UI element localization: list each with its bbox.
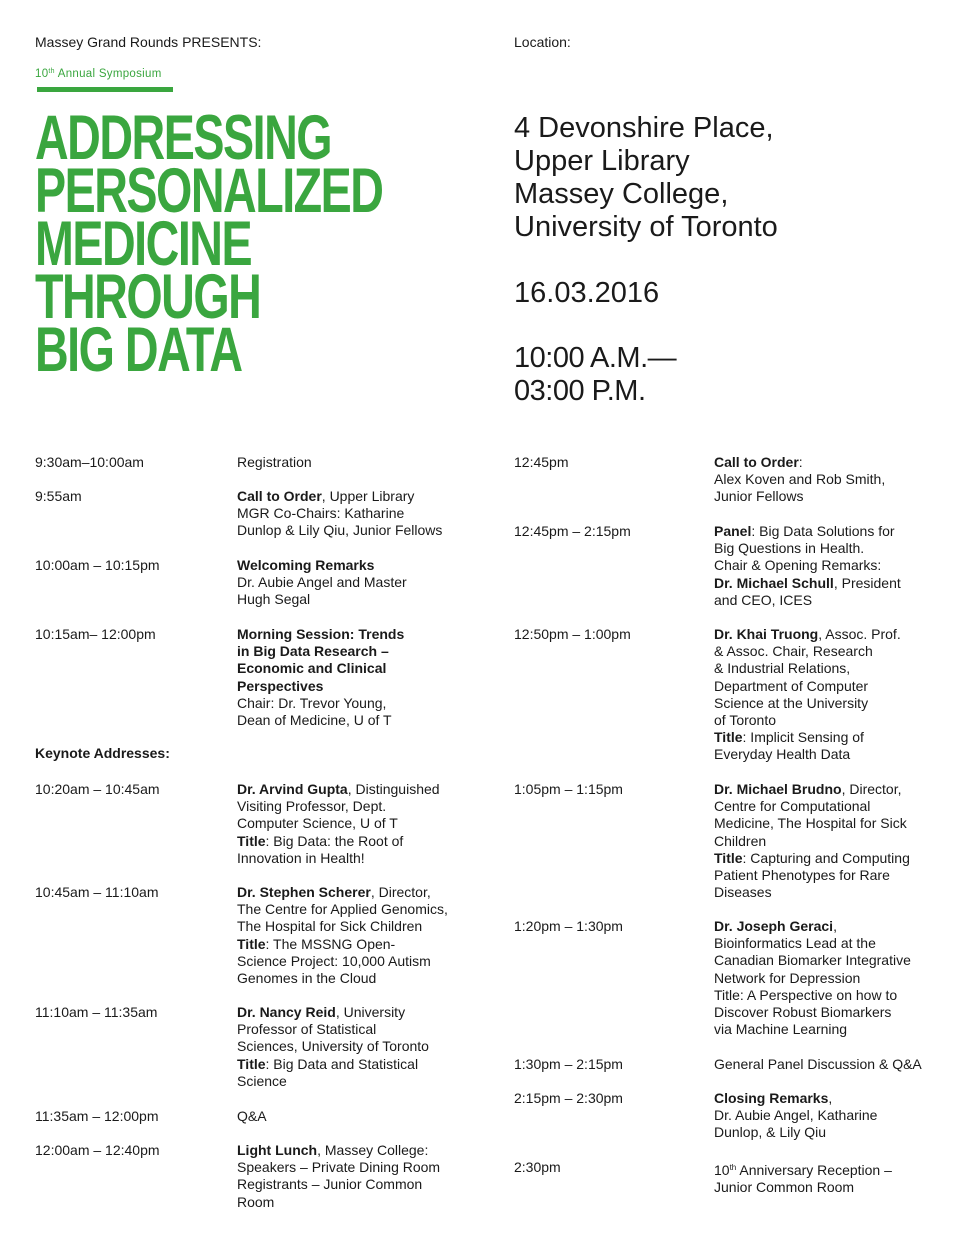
description-text: Computer Science, U of T [237,815,398,832]
schedule-description [237,488,462,540]
address-line: Massey College, [514,178,729,210]
description-line [237,953,462,970]
description-line [714,1056,939,1073]
schedule-description [237,1004,462,1090]
description-text: Dunlop & Lily Qiu, Junior Fellows [237,522,443,539]
address-line: University of Toronto [514,211,778,243]
description-line [237,591,462,608]
description-text: Sciences, University of Toronto [237,1038,429,1055]
description-line [237,918,462,935]
description-text: , Upper Library [321,488,415,504]
description-line [237,884,462,901]
description-line [714,729,939,746]
reception-suffix: th [729,1163,737,1172]
schedule-description [237,557,462,609]
accent-bar [37,87,173,92]
description-line [237,850,462,867]
address-line: Upper Library [514,145,690,177]
description-line [714,540,939,557]
description-line [237,815,462,832]
description-line [714,660,939,677]
description-text: Science Project: 10,000 Autism [237,952,431,969]
description-text: Registration [237,454,312,470]
description-line [237,488,462,505]
description-line [237,936,462,953]
event-title [35,103,383,385]
description-text: Dr. Aubie Angel and Master [237,574,407,591]
event-time [514,342,676,408]
description-line [237,1108,462,1125]
description-line [237,781,462,798]
description-line [714,1021,939,1038]
description-text: Patient Phenotypes for Rare [714,867,890,884]
description-text: , [833,918,837,934]
description-text: Dunlop, & Lily Qiu [714,1124,827,1141]
description-text: : [798,454,803,470]
description-line [714,575,939,592]
description-text: Discover Robust Biomarkers [714,1004,892,1021]
description-text: Hugh Segal [237,591,311,608]
schedule-time: 9:55am [35,488,82,504]
description-line [714,643,939,660]
description-line [237,1004,462,1021]
description-text: Dean of Medicine, U of T [237,712,392,729]
address-line: 4 Devonshire Place, [514,112,774,144]
description-text: Science [237,1072,287,1089]
description-line [237,574,462,591]
schedule-time: 10:00am – 10:15pm [35,557,160,573]
description-text: : The MSSNG Open- [265,935,396,952]
description-text: , Massey College: [317,1142,429,1158]
description-bold: Dr. Stephen Scherer [237,884,371,900]
description-line [237,1073,462,1090]
description-text: , Distinguished [347,781,440,797]
description-text: Alex Koven and Rob Smith, [714,471,886,488]
description-line [237,970,462,987]
description-bold: Dr. Khai Truong [714,626,819,642]
time-line: 03:00 P.M. [514,375,646,407]
description-line [237,712,462,729]
description-text: , [828,1090,833,1106]
description-text: : Big Data and Statistical [265,1055,419,1072]
schedule-description [714,1159,939,1196]
description-line [714,798,939,815]
description-text: , Director, [370,884,431,900]
schedule-description [714,1090,939,1142]
schedule-time: 11:35am – 12:00pm [35,1108,159,1124]
description-line [714,523,939,540]
description-text: Genomes in the Cloud [237,970,377,987]
description-text: Junior Common Room [714,1179,855,1196]
description-text: : Capturing and Computing [742,849,910,866]
description-bold: Title [237,935,266,952]
description-bold: Economic and Clinical [237,660,387,677]
description-text: MGR Co-Chairs: Katharine [237,505,405,522]
description-line [714,987,939,1004]
symposium-number: 10 [35,68,49,80]
description-line [714,488,939,505]
title-line: MEDICINE [35,209,252,279]
description-bold: Title [237,832,266,849]
description-line [714,952,939,969]
schedule-time: 1:05pm – 1:15pm [514,781,623,797]
description-line [714,815,939,832]
schedule-time: 1:30pm – 2:15pm [514,1056,623,1072]
description-text: & Assoc. Chair, Research [714,643,873,660]
description-text: : Big Data Solutions for [751,523,895,539]
keynote-heading: Keynote Addresses: [35,745,170,761]
description-line [237,833,462,850]
description-line [714,1179,939,1196]
description-text: Registrants – Junior Common [237,1176,423,1193]
description-text: The Centre for Applied Genomics, [237,901,448,918]
description-line [237,695,462,712]
description-line [714,678,939,695]
schedule-description [237,1108,462,1125]
description-text: Professor of Statistical [237,1021,377,1038]
description-bold: Call to Order [714,454,799,470]
description-text: Speakers – Private Dining Room [237,1159,441,1176]
title-line: BIG DATA [35,315,242,385]
description-line [237,1159,462,1176]
description-text: General Panel Discussion & Q&A [714,1056,922,1072]
description-line [237,522,462,539]
description-bold: in Big Data Research – [237,643,389,660]
event-date: 16.03.2016 [514,277,660,309]
description-line [714,918,939,935]
description-text: Chair & Opening Remarks: [714,557,882,574]
description-bold: Panel [714,523,752,539]
description-text: Junior Fellows [714,488,804,505]
schedule-time: 9:30am–10:00am [35,454,144,470]
schedule-time: 1:20pm – 1:30pm [514,918,623,934]
schedule-time: 12:45pm [514,454,569,470]
symposium-suffix: th [48,68,55,75]
description-text: Dr. Aubie Angel, Katharine [714,1107,878,1124]
description-text: Q&A [237,1108,267,1124]
schedule-time: 12:45pm – 2:15pm [514,523,631,539]
title-line: ADDRESSING [35,103,332,173]
description-line [237,678,462,695]
schedule-description [714,781,939,901]
description-line [714,935,939,952]
description-bold: Dr. Michael Brudno [714,781,842,797]
symposium-label [35,68,162,80]
description-text: via Machine Learning [714,1021,848,1038]
description-text: & Industrial Relations, [714,660,851,677]
description-bold: Call to Order [237,488,322,504]
description-text: , Assoc. Prof. [818,626,901,642]
description-text: Science at the University [714,694,869,711]
description-bold: Dr. Joseph Geraci [714,918,834,934]
schedule-description [714,523,939,609]
schedule-time: 2:15pm – 2:30pm [514,1090,623,1106]
description-line [237,626,462,643]
schedule-description [714,626,939,764]
description-text: Everyday Health Data [714,746,851,763]
reception-text: Anniversary Reception – [736,1162,892,1178]
description-line [237,660,462,677]
venue-address [514,112,778,244]
schedule-time: 12:00am – 12:40pm [35,1142,160,1158]
description-bold: Title [714,729,743,746]
schedule-description [237,884,462,987]
description-bold: Perspectives [237,677,324,694]
description-text: Network for Depression [714,969,861,986]
schedule-time: 2:30pm [514,1159,561,1175]
description-line [714,712,939,729]
description-text: of Toronto [714,712,777,729]
description-text: Medicine, The Hospital for Sick [714,815,907,832]
description-text: Department of Computer [714,677,869,694]
description-line [237,505,462,522]
description-text: , President [833,574,901,591]
description-bold: Dr. Nancy Reid [237,1004,336,1020]
description-line [714,557,939,574]
schedule-description [237,626,462,729]
title-line: THROUGH [35,262,261,332]
time-line: 10:00 A.M.— [514,342,677,374]
description-line [237,901,462,918]
description-bold: Title [714,849,743,866]
description-bold: Morning Session: Trends [237,626,405,642]
description-line [237,1056,462,1073]
description-line [714,1107,939,1124]
description-line [714,884,939,901]
description-bold: Welcoming Remarks [237,557,375,573]
description-text: and CEO, ICES [714,591,813,608]
description-text: 10 [714,1162,730,1178]
description-line [714,471,939,488]
description-line [237,557,462,574]
schedule-time: 10:45am – 11:10am [35,884,159,900]
description-line [237,798,462,815]
description-line [237,1176,462,1193]
schedule-description [714,454,939,506]
description-text: Diseases [714,884,772,901]
schedule-time: 10:15am– 12:00pm [35,626,156,642]
schedule-description [237,454,462,471]
description-line [714,781,939,798]
symposium-text: Annual Symposium [54,68,162,80]
description-line [714,850,939,867]
description-text: The Hospital for Sick Children [237,918,423,935]
description-line [714,454,939,471]
description-text: : Big Data: the Root of [265,832,404,849]
description-text: Big Questions in Health. [714,540,865,557]
description-text: Centre for Computational [714,798,871,815]
description-line [714,1004,939,1021]
presenter-line: Massey Grand Rounds PRESENTS: [35,34,262,50]
description-bold: Light Lunch [237,1142,318,1158]
description-text: Visiting Professor, Dept. [237,798,387,815]
location-label: Location: [514,34,571,50]
description-bold: Dr. Michael Schull [714,574,834,591]
description-text: Innovation in Health! [237,849,365,866]
description-line [237,643,462,660]
description-text: , University [335,1004,406,1020]
description-text: Room [237,1193,275,1210]
description-line [714,1124,939,1141]
description-line [237,454,462,471]
description-bold: Closing Remarks [714,1090,829,1106]
description-line [237,1038,462,1055]
schedule-time: 10:20am – 10:45am [35,781,160,797]
description-line [714,626,939,643]
description-text: Bioinformatics Lead at the [714,935,876,952]
description-text: : Implicit Sensing of [742,729,864,746]
description-text: Canadian Biomarker Integrative [714,952,911,969]
schedule-description [237,781,462,867]
schedule-description [714,918,939,1038]
description-line [237,1142,462,1159]
description-line [714,746,939,763]
description-text: Chair: Dr. Trevor Young, [237,694,387,711]
schedule-time: 12:50pm – 1:00pm [514,626,631,642]
schedule-description [714,1056,939,1073]
description-bold: Dr. Arvind Gupta [237,781,348,797]
description-line [714,695,939,712]
description-line [714,1090,939,1107]
schedule-description [237,1142,462,1211]
description-text: Children [714,832,767,849]
description-line [714,867,939,884]
description-line [237,1194,462,1211]
description-text: Title: A Perspective on how to [714,986,898,1003]
description-line [714,970,939,987]
description-line [714,592,939,609]
description-text: , Director, [841,781,902,797]
description-bold: Title [237,1055,266,1072]
description-line [714,1159,939,1179]
description-line [714,833,939,850]
description-line [237,1021,462,1038]
schedule-time: 11:10am – 11:35am [35,1004,158,1020]
title-line: PERSONALIZED [35,156,383,226]
